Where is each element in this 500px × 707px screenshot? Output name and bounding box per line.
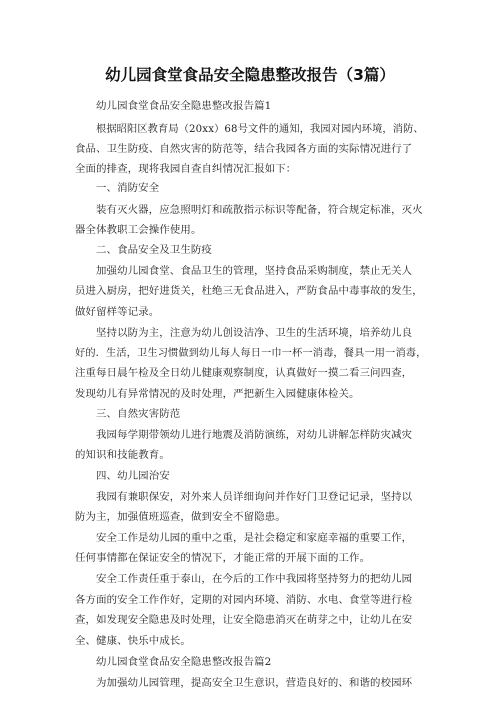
paragraph-line: 全、健康、快乐中成长。 — [75, 635, 191, 647]
paragraph-line: 食品、卫生防疫、自然灾害的防范等，结合我园各方面的实际情况进行了 — [75, 143, 413, 155]
paragraph-line: 好的．生活，卫生习惯做到幼儿每人每日一巾一杯一消毒，餐具一用一消毒， — [75, 348, 427, 359]
section-heading-1: 幼儿园食堂食品安全隐患整改报告篇1 — [96, 100, 272, 112]
paragraph-line: 器全体教职工会操作使用。 — [75, 224, 202, 236]
paragraph-line: 发现幼儿有异常情况的及时处理，严把新生入园健康体检关。 — [75, 388, 360, 400]
subheading-disaster: 三、自然灾害防范 — [96, 408, 181, 420]
paragraph-line: 的知识和技能教育。 — [75, 449, 170, 461]
paragraph-line: 我园有兼职保安，对外来人员详细询问并作好门卫登记记录，坚持以 — [96, 491, 413, 503]
document-title: 幼儿园食堂食品安全隐患整改报告（3篇） — [105, 66, 395, 84]
paragraph-line: 做好留样等记录。 — [75, 306, 160, 318]
paragraph-line: 装有灭火器，应急照明灯和疏散指示标识等配备，符合规定标准，灭火 — [96, 204, 423, 216]
paragraph-line: 员进入厨房，把好进货关，杜绝三无食品进入，严防食品中毒事故的发生， — [75, 285, 423, 297]
paragraph-line: 任何事情都在保证安全的情况下，才能正常的开展下面的工作。 — [75, 552, 371, 564]
paragraph-line: 防为主，加强值班巡查，做到安全不留隐患。 — [75, 511, 286, 523]
paragraph-line: 坚持以防为主，注意为幼儿创设洁净、卫生的生活环境，培养幼儿良 — [96, 327, 413, 339]
paragraph-line: 我园每学期带领幼儿进行地震及消防演练，对幼儿讲解怎样防灾减灾 — [96, 429, 413, 441]
subheading-food-safety: 二、食品安全及卫生防疫 — [96, 244, 212, 256]
paragraph-line: 查，如发现安全隐患及时处理，让安全隐患消灭在萌芽之中，让幼儿在安 — [75, 614, 413, 626]
subheading-security: 四、幼儿园治安 — [96, 470, 170, 482]
paragraph-line: 为加强幼儿园管理，提高安全卫生意识，营造良好的、和谐的校园环 — [96, 677, 413, 689]
paragraph-line: 安全工作是幼儿园的重中之重，是社会稳定和家庭幸福的重要工作， — [96, 532, 413, 544]
paragraph-line: 全面的排查，现将我园自查自纠情况汇报如下： — [75, 163, 297, 175]
section-heading-2: 幼儿园食堂食品安全隐患整改报告篇2 — [96, 656, 272, 668]
subheading-fire-safety: 一、消防安全 — [96, 182, 160, 194]
paragraph-line: 加强幼儿园食堂、食品卫生的管理，坚持食品采购制度，禁止无关人 — [96, 265, 413, 277]
paragraph-line: 安全工作责任重于泰山，在今后的工作中我园将坚持努力的把幼儿园 — [96, 573, 413, 585]
paragraph-line: 根据昭阳区教育局（20xx）68号文件的通知，我园对园内环境，消防、 — [96, 124, 424, 135]
paragraph-line: 各方面的安全工作作好，定期的对园内环境、消防、水电、食堂等进行检 — [75, 594, 413, 606]
paragraph-line: 注重每日晨午检及全日幼儿健康观察制度，认真做好一摸二看三问四查， — [75, 367, 413, 379]
